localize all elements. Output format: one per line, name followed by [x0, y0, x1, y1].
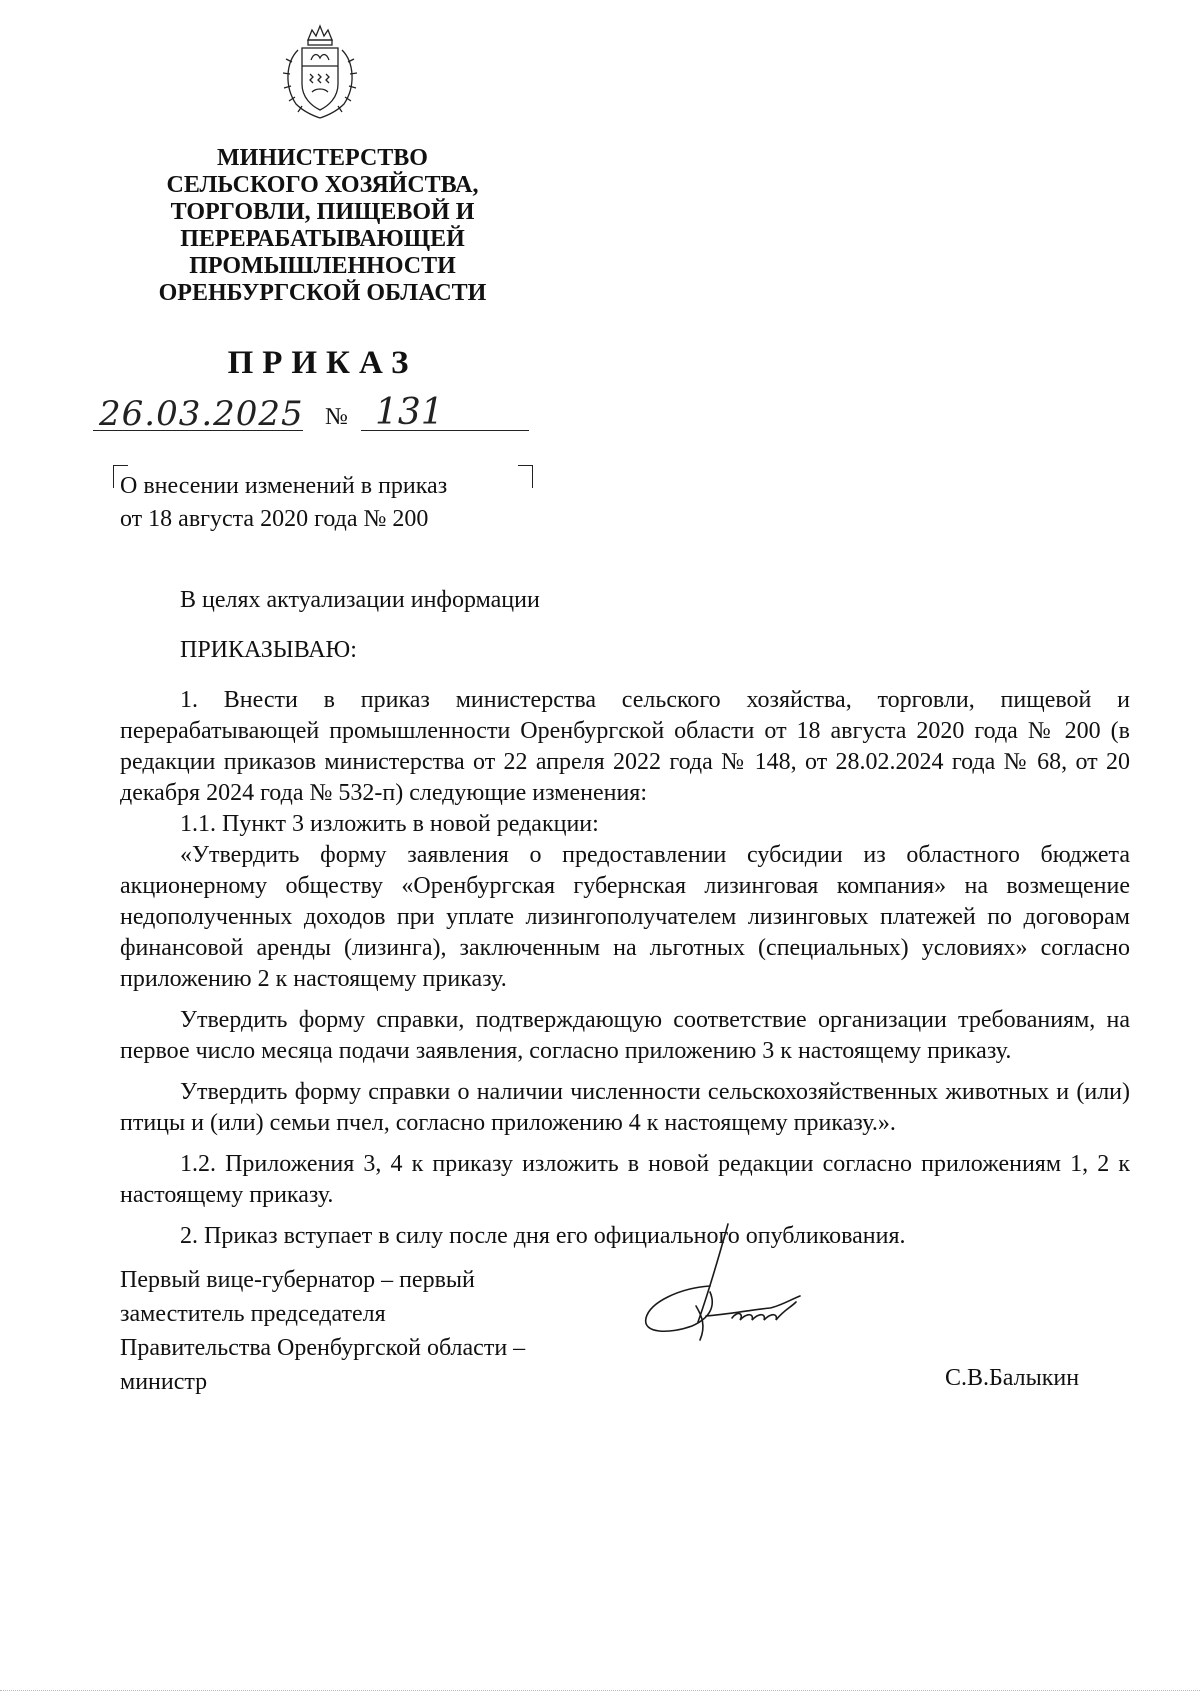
corner-bracket-left	[113, 465, 128, 488]
ministry-line: ПЕРЕРАБАТЫВАЮЩЕЙ	[180, 226, 465, 252]
signer-name: С.В.Балыкин	[945, 1365, 1080, 1391]
subject-line: О внесении изменений в приказ	[120, 473, 448, 499]
signer-position	[120, 1263, 525, 1399]
order-body	[120, 585, 1130, 1252]
corner-bracket-right	[518, 465, 533, 488]
paragraph-1-2: 1.2. Приложения 3, 4 к приказу изложить в новой редакции согласно приложениям 1, 2 к настоящему приказу.	[120, 1151, 1130, 1208]
coat-of-arms-emblem	[278, 22, 362, 120]
date-underline	[93, 430, 303, 431]
quoted-paragraph-1: «Утвердить форму заявления о предоставлении субсидии из областного бюджета акционерному обществу «Оренбургская губернская лизинговая компания» на возмещение недополученных доходов при уплате лизингополучателем лизинговых платежей по договорам финансовой аренды (лизинга), заключенным на льготных (специальных) условиях» согласно приложению 2 к настоящему приказу.	[120, 842, 1130, 992]
ministry-line: ОРЕНБУРГСКОЙ ОБЛАСТИ	[158, 280, 487, 306]
number-underline	[361, 430, 529, 431]
subject-line: от 18 августа 2020 года № 200	[120, 506, 429, 532]
paragraph-1-1: 1.1. Пункт 3 изложить в новой редакции:	[180, 811, 599, 837]
handwritten-number: 131	[375, 392, 444, 433]
ministry-line: ТОРГОВЛИ, ПИЩЕВОЙ И	[170, 199, 475, 225]
quoted-paragraph-2: Утвердить форму справки, подтверждающую соответствие организации требованиям, на первое число месяца подачи заявления, согласно приложению 3 к настоящему приказу.	[120, 1007, 1130, 1064]
signer-line: Правительства Оренбургской области –	[120, 1335, 526, 1361]
document-type-title: ПРИКАЗ	[227, 345, 418, 381]
scan-artifact-line	[0, 1690, 1200, 1691]
preamble: В целях актуализации информации	[180, 587, 540, 613]
signer-line: Первый вице-губернатор – первый	[120, 1267, 475, 1293]
order-subject	[120, 470, 447, 536]
signer-line: заместитель председателя	[120, 1301, 386, 1327]
ministry-line: ПРОМЫШЛЕННОСТИ	[189, 253, 456, 279]
signer-line: министр	[120, 1369, 208, 1395]
order-word: ПРИКАЗЫВАЮ:	[180, 637, 357, 663]
ministry-line: МИНИСТЕРСТВО	[217, 145, 428, 171]
quoted-paragraph-3: Утвердить форму справки о наличии численности сельскохозяйственных животных и (или) птицы и (или) семьи пчел, согласно приложению 4 к настоящему приказу.».	[120, 1079, 1130, 1136]
handwritten-signature	[640, 1222, 830, 1372]
paragraph-1: 1. Внести в приказ министерства сельского хозяйства, торговли, пищевой и перерабатывающей промышленности Оренбургской области от 18 августа 2020 года № 200 (в редакции приказов министерства от 22 апреля 2022 года № 148, от 28.02.2024 года № 68, от 20 декабря 2024 года № 532-п) следующие изменения:	[120, 687, 1130, 806]
ministry-name	[150, 145, 495, 307]
date-number-line	[93, 392, 533, 438]
handwritten-date: 26.03.2025	[99, 394, 304, 434]
paragraph-2: 2. Приказ вступает в силу после дня его официального опубликования.	[180, 1223, 906, 1249]
number-sign: №	[325, 404, 348, 430]
ministry-line: СЕЛЬСКОГО ХОЗЯЙСТВА,	[166, 172, 479, 198]
